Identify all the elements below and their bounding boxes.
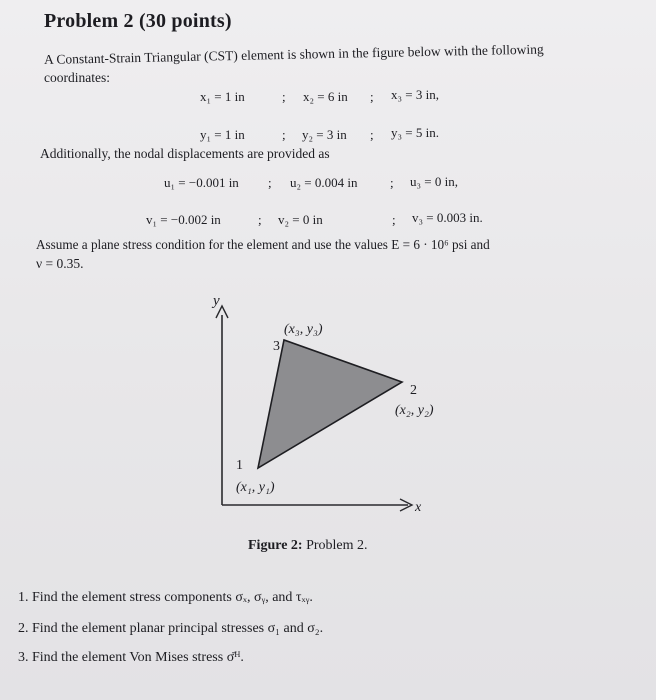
assumption-text-line-1: Assume a plane stress condition for the element and use the values E = 6 · 10⁶ psi and	[36, 237, 490, 252]
node-2-label: (x₂, y₂)	[395, 403, 434, 418]
intro-text-line-2: coordinates:	[44, 70, 110, 85]
separator: ;	[282, 89, 286, 104]
question-item: 2. Find the element planar principal stresses σ₁ and σ₂.	[18, 621, 324, 636]
y3-coordinate: y₃ = 5 in.	[391, 125, 439, 140]
assumption-text-line-2: ν = 0.35.	[36, 256, 84, 271]
y2-coordinate: y₂ = 3 in	[302, 127, 347, 142]
caption-label: Figure 2:	[248, 538, 303, 553]
v2-displacement: v₂ = 0 in	[278, 212, 323, 227]
x1-coordinate: x₁ = 1 in	[200, 89, 245, 104]
node-2-number: 2	[410, 383, 417, 398]
node-1-number: 1	[236, 458, 243, 473]
displacement-intro: Additionally, the nodal displacements are provided as	[40, 146, 330, 161]
separator: ;	[370, 89, 374, 104]
separator: ;	[268, 175, 272, 190]
triangle-element	[258, 340, 402, 468]
intro-text-line-1: A Constant-Strain Triangular (CST) element is shown in the figure below with the following	[43, 41, 544, 67]
problem-title: Problem 2 (30 points)	[44, 10, 232, 32]
u3-displacement: u₃ = 0 in,	[410, 174, 458, 189]
question-item: 3. Find the element Von Mises stress σ̄ᴴ.	[18, 650, 244, 665]
node-1-label: (x₁, y₁)	[236, 480, 275, 495]
y1-coordinate: y₁ = 1 in	[200, 127, 245, 142]
v3-displacement: v₃ = 0.003 in.	[412, 210, 483, 225]
x2-coordinate: x₂ = 6 in	[303, 89, 348, 104]
separator: ;	[390, 175, 394, 190]
figure-caption	[248, 538, 368, 554]
x3-coordinate: x₃ = 3 in,	[391, 87, 439, 102]
node-3-label: (x₃, y₃)	[284, 322, 323, 337]
y-axis-label: y	[213, 293, 220, 309]
separator: ;	[282, 127, 286, 142]
node-3-number: 3	[273, 339, 280, 354]
x-axis-label: x	[415, 500, 422, 515]
u2-displacement: u₂ = 0.004 in	[290, 175, 358, 190]
u1-displacement: u₁ = −0.001 in	[164, 175, 239, 190]
separator: ;	[392, 212, 396, 227]
separator: ;	[370, 127, 374, 142]
v1-displacement: v₁ = −0.002 in	[146, 212, 221, 227]
separator: ;	[258, 212, 262, 227]
caption-text: Problem 2.	[302, 538, 368, 553]
question-item: 1. Find the element stress components σₓ, σᵧ, and τₓᵧ.	[18, 590, 313, 605]
